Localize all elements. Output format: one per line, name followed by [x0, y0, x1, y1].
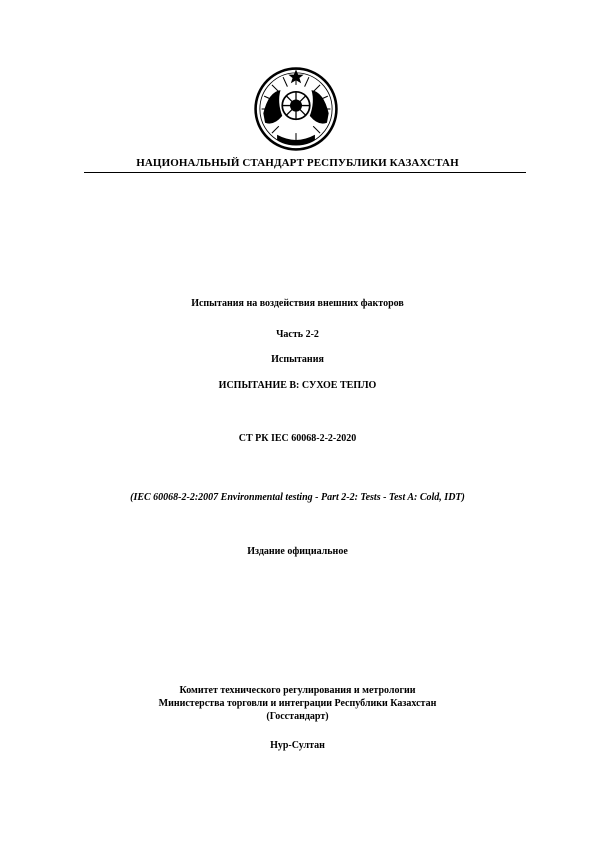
state-emblem-icon [253, 66, 339, 152]
title-divider [84, 172, 526, 173]
organization-short-name: (Госстандарт) [266, 711, 329, 722]
ministry-name: Министерства торговли и интеграции Республики Казахстан [158, 698, 437, 709]
committee-name: Комитет технического регулирования и метрологии [179, 685, 416, 696]
standard-title: НАЦИОНАЛЬНЫЙ СТАНДАРТ РЕСПУБЛИКИ КАЗАХСТАН [136, 157, 459, 169]
international-reference: (IEC 60068-2-2:2007 Environmental testing - Part 2-2: Tests - Test A: Cold, IDT) [130, 492, 465, 503]
part-number: Часть 2-2 [276, 329, 319, 340]
section-title: Испытания [271, 354, 324, 365]
series-title: Испытания на воздействия внешних факторов [191, 298, 404, 309]
edition-label: Издание официальное [247, 546, 348, 557]
test-title: ИСПЫТАНИЕ В: СУХОЕ ТЕПЛО [218, 380, 377, 391]
standard-designation: СТ РК IEC 60068-2-2-2020 [238, 433, 357, 444]
city-name: Нур-Султан [270, 740, 325, 751]
